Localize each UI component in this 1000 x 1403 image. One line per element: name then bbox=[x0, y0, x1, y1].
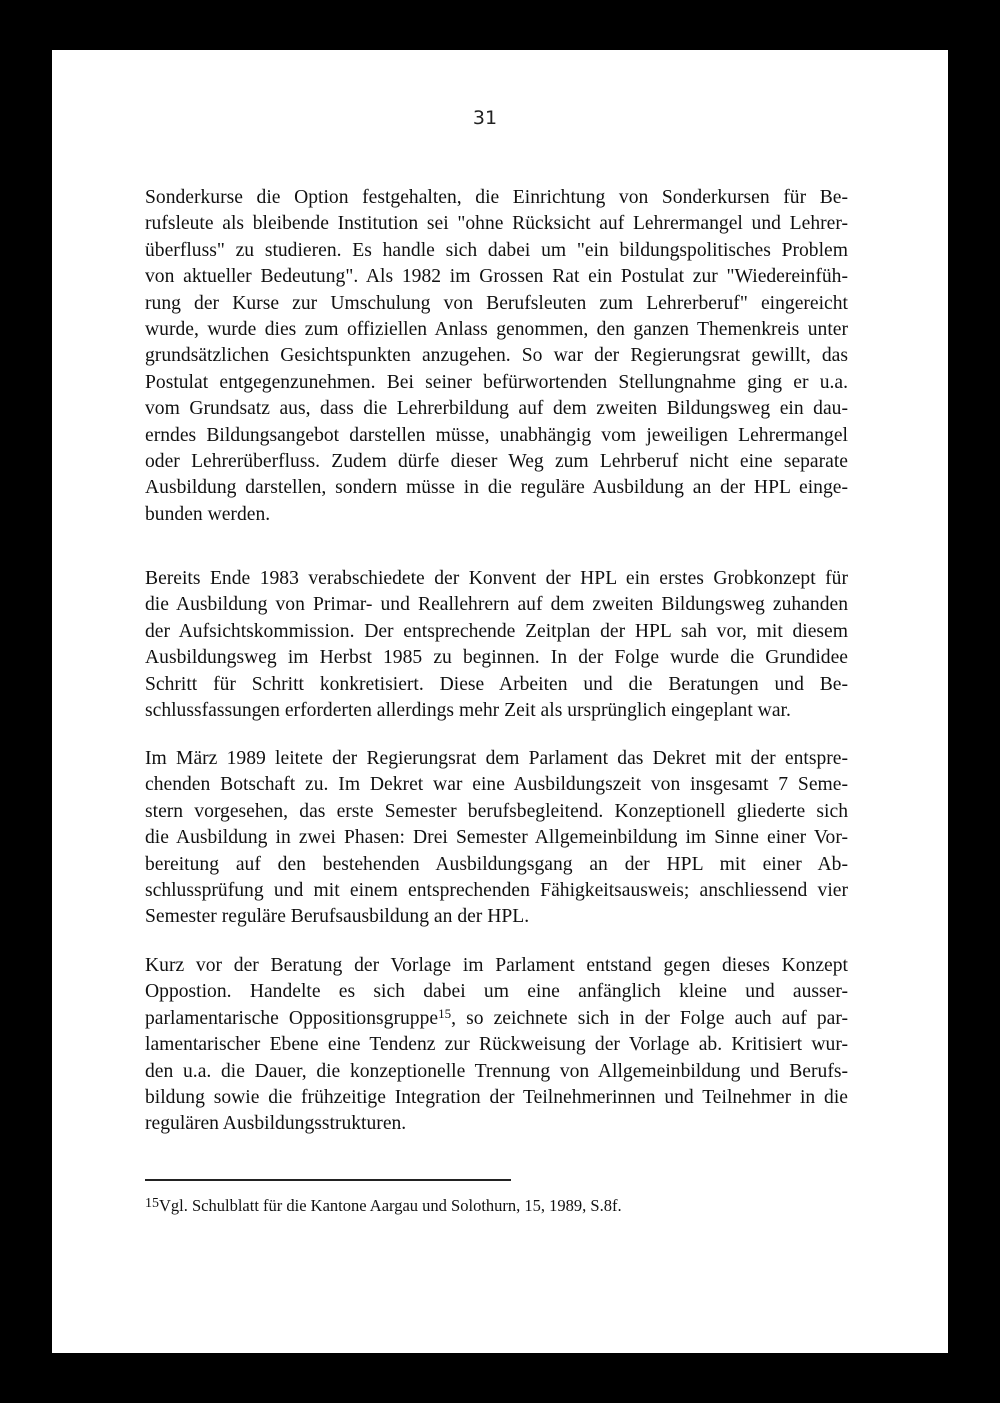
text-line: wurde, wurde dies zum offiziellen Anlass genommen, den ganzen Themenkreis unter bbox=[145, 318, 848, 340]
text-line: die Ausbildung von Primar- und Reallehrern auf dem zweiten Bildungsweg zuhanden bbox=[145, 594, 848, 616]
text-line: Schritt für Schritt konkretisiert. Diese Arbeiten und die Beratungen und Be- bbox=[145, 673, 848, 695]
text-line: Ausbildungsweg im Herbst 1985 zu beginnen. In der Folge wurde die Grundidee bbox=[145, 647, 848, 669]
text-line: rufsleute als bleibende Institution sei "ohne Rücksicht auf Lehrermangel und Lehrer- bbox=[145, 213, 848, 235]
paragraph-2 bbox=[145, 566, 848, 724]
footnote-separator bbox=[145, 1179, 511, 1181]
paragraph-3 bbox=[145, 746, 848, 931]
text-line: regulären Ausbildungsstrukturen. bbox=[145, 1113, 407, 1135]
text-line: chenden Botschaft zu. Im Dekret war eine Ausbildungszeit von insgesamt 7 Seme- bbox=[145, 774, 848, 796]
paragraph-1 bbox=[145, 185, 848, 528]
text-line: der Aufsichtskommission. Der entsprechende Zeitplan der HPL sah vor, mit diesem bbox=[145, 620, 848, 642]
footnote-reference: 15 bbox=[438, 1005, 452, 1021]
text-line: oder Lehrerüberfluss. Zudem dürfe dieser Weg zum Lehrberuf nicht eine separate bbox=[145, 450, 848, 472]
text-line: Sonderkurse die Option festgehalten, die Einrichtung von Sonderkursen für Be- bbox=[145, 187, 848, 208]
text-segment: , so zeichnete sich in der Folge auch auf par- bbox=[451, 1007, 848, 1029]
text-line: lamentarischer Ebene eine Tendenz zur Rückweisung der Vorlage ab. Kritisiert wur- bbox=[145, 1034, 848, 1056]
footnote-text: Vgl. Schulblatt für die Kantone Aargau und Solothurn, 15, 1989, S.8f. bbox=[159, 1196, 622, 1215]
text-line: bereitung auf den bestehenden Ausbildungsgang an der HPL mit einer Ab- bbox=[145, 853, 848, 875]
paragraph-4 bbox=[145, 953, 848, 1138]
text-line: Oppostion. Handelte es sich dabei um eine anfänglich kleine und ausser- bbox=[145, 981, 848, 1003]
text-line: den u.a. die Dauer, die konzeptionelle Trennung von Allgemeinbildung und Berufs- bbox=[145, 1060, 848, 1082]
text-line: erndes Bildungsangebot darstellen müsse, unabhängig vom jeweiligen Lehrermangel bbox=[145, 424, 848, 446]
text-line: vom Grundsatz aus, dass die Lehrerbildung auf dem zweiten Bildungsweg ein dau- bbox=[145, 398, 848, 420]
text-line: die Ausbildung in zwei Phasen: Drei Semester Allgemeinbildung im Sinne einer Vor- bbox=[145, 827, 848, 849]
text-line: bunden werden. bbox=[145, 503, 271, 525]
text-line: schlussprüfung und mit einem entsprechenden Fähigkeitsausweis; anschliessend vier bbox=[145, 879, 848, 901]
text-line: überfluss" zu studieren. Es handle sich dabei um "ein bildungspolitisches Problem bbox=[145, 239, 848, 261]
text-segment: parlamentarische Oppositionsgruppe bbox=[145, 1007, 439, 1029]
text-line: grundsätzlichen Gesichtspunkten anzugehen. So war der Regierungsrat gewillt, das bbox=[145, 345, 848, 367]
text-line: Bereits Ende 1983 verabschiedete der Konvent der HPL ein erstes Grobkonzept für bbox=[145, 568, 848, 589]
text-line: Ausbildung darstellen, sondern müsse in die reguläre Ausbildung an der HPL einge- bbox=[145, 477, 848, 499]
text-line: schlussfassungen erforderten allerdings mehr Zeit als ursprünglich eingeplant war. bbox=[145, 699, 791, 721]
text-line: stern vorgesehen, das erste Semester berufsbegleitend. Konzeptionell gliederte sich bbox=[145, 800, 848, 822]
text-line: Postulat entgegenzunehmen. Bei seiner befürwortenden Stellungnahme ging er u.a. bbox=[145, 371, 848, 393]
footnote bbox=[145, 1196, 622, 1216]
text-line: Semester reguläre Berufsausbildung an der HPL. bbox=[145, 906, 530, 928]
text-line: Im März 1989 leitete der Regierungsrat dem Parlament das Dekret mit der entspre- bbox=[145, 748, 848, 769]
footnote-number: 15 bbox=[145, 1196, 159, 1211]
text-line: Kurz vor der Beratung der Vorlage im Parlament entstand gegen dieses Konzept bbox=[145, 955, 848, 976]
page-number: 31 bbox=[472, 107, 498, 129]
text-line bbox=[145, 1006, 848, 1032]
text-line: von aktueller Bedeutung". Als 1982 im Grossen Rat ein Postulat zur "Wiedereinfüh- bbox=[145, 266, 848, 288]
text-line: bildung sowie die frühzeitige Integration der Teilnehmerinnen und Teilnehmer in die bbox=[145, 1086, 848, 1108]
text-line: rung der Kurse zur Umschulung von Berufsleuten zum Lehrerberuf" eingereicht bbox=[145, 292, 848, 314]
